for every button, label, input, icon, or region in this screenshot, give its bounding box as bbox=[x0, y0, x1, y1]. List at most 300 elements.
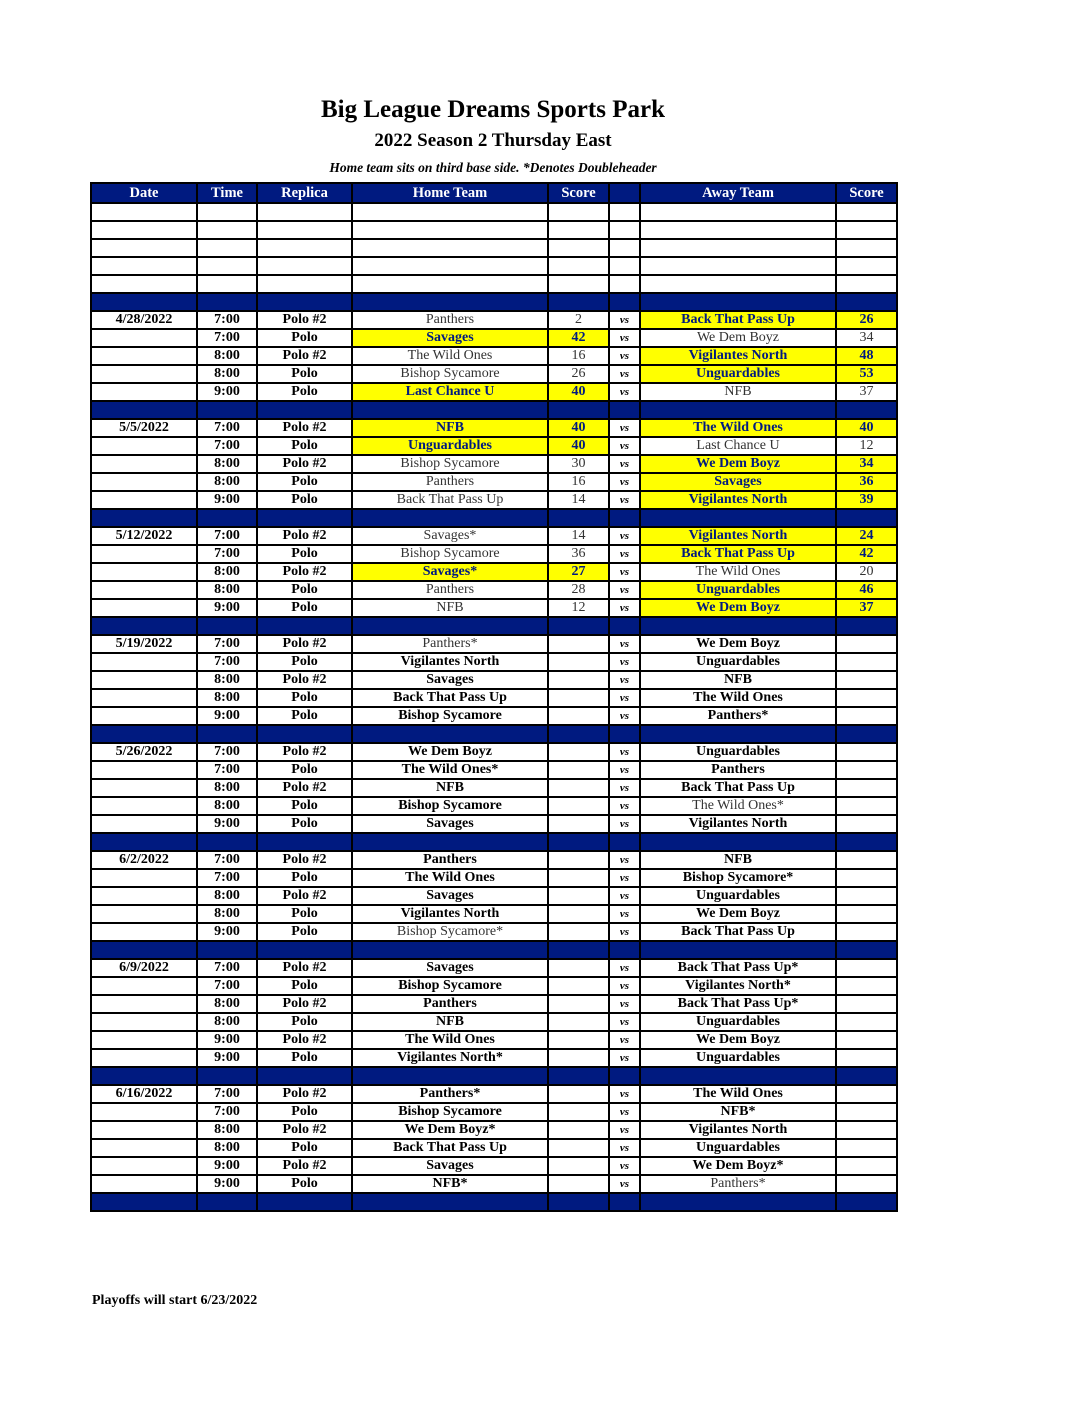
time-cell: 7:00 bbox=[197, 437, 257, 455]
separator-cell bbox=[836, 401, 897, 419]
away-team-cell: We Dem Boyz bbox=[640, 455, 836, 473]
home-score-cell bbox=[548, 869, 609, 887]
week-separator-row bbox=[91, 725, 897, 743]
vs-cell: vs bbox=[609, 383, 640, 401]
vs-cell: vs bbox=[609, 545, 640, 563]
home-score-cell bbox=[548, 1103, 609, 1121]
separator-cell bbox=[640, 617, 836, 635]
home-score-cell: 36 bbox=[548, 545, 609, 563]
away-team-cell: NFB bbox=[640, 671, 836, 689]
vs-cell: vs bbox=[609, 671, 640, 689]
time-cell: 7:00 bbox=[197, 635, 257, 653]
replica-cell: Polo bbox=[257, 383, 352, 401]
away-score-cell bbox=[836, 815, 897, 833]
separator-cell bbox=[257, 1067, 352, 1085]
away-team-cell: We Dem Boyz* bbox=[640, 1157, 836, 1175]
table-row bbox=[91, 1103, 897, 1121]
home-team-cell: Bishop Sycamore bbox=[352, 797, 548, 815]
time-cell: 8:00 bbox=[197, 1139, 257, 1157]
table-row bbox=[91, 689, 897, 707]
away-team-cell: Vigilantes North bbox=[640, 1121, 836, 1139]
col-header-vs bbox=[609, 183, 640, 203]
separator-cell bbox=[836, 1067, 897, 1085]
replica-cell: Polo bbox=[257, 437, 352, 455]
table-row bbox=[91, 851, 897, 869]
table-row bbox=[91, 329, 897, 347]
time-cell: 7:00 bbox=[197, 761, 257, 779]
blank-cell bbox=[609, 257, 640, 275]
replica-cell: Polo #2 bbox=[257, 311, 352, 329]
time-cell: 8:00 bbox=[197, 779, 257, 797]
week-separator-row bbox=[91, 509, 897, 527]
home-score-cell: 16 bbox=[548, 347, 609, 365]
home-team-cell: Savages* bbox=[352, 563, 548, 581]
home-score-cell bbox=[548, 887, 609, 905]
away-score-cell bbox=[836, 707, 897, 725]
home-score-cell bbox=[548, 959, 609, 977]
separator-cell bbox=[836, 293, 897, 311]
away-score-cell bbox=[836, 1139, 897, 1157]
replica-cell: Polo #2 bbox=[257, 1031, 352, 1049]
date-cell bbox=[91, 455, 197, 473]
separator-cell bbox=[640, 941, 836, 959]
separator-cell bbox=[91, 509, 197, 527]
home-score-cell: 14 bbox=[548, 491, 609, 509]
home-team-cell: Vigilantes North bbox=[352, 653, 548, 671]
date-cell bbox=[91, 761, 197, 779]
blank-cell bbox=[257, 203, 352, 221]
replica-cell: Polo #2 bbox=[257, 671, 352, 689]
separator-cell bbox=[91, 833, 197, 851]
separator-cell bbox=[836, 725, 897, 743]
home-score-cell bbox=[548, 905, 609, 923]
vs-cell: vs bbox=[609, 1103, 640, 1121]
replica-cell: Polo bbox=[257, 869, 352, 887]
blank-cell bbox=[836, 203, 897, 221]
away-score-cell: 37 bbox=[836, 599, 897, 617]
time-cell: 7:00 bbox=[197, 419, 257, 437]
blank-cell bbox=[197, 239, 257, 257]
separator-cell bbox=[197, 1067, 257, 1085]
vs-cell: vs bbox=[609, 635, 640, 653]
table-row bbox=[91, 1085, 897, 1103]
week-separator-row bbox=[91, 941, 897, 959]
table-row bbox=[91, 365, 897, 383]
replica-cell: Polo bbox=[257, 653, 352, 671]
table-row bbox=[91, 869, 897, 887]
week-separator-row bbox=[91, 1067, 897, 1085]
home-score-cell: 27 bbox=[548, 563, 609, 581]
date-cell bbox=[91, 689, 197, 707]
table-row bbox=[91, 1157, 897, 1175]
away-score-cell: 53 bbox=[836, 365, 897, 383]
time-cell: 8:00 bbox=[197, 689, 257, 707]
away-score-cell: 20 bbox=[836, 563, 897, 581]
home-team-cell: Back That Pass Up bbox=[352, 689, 548, 707]
time-cell: 9:00 bbox=[197, 491, 257, 509]
home-team-cell: Bishop Sycamore bbox=[352, 977, 548, 995]
date-cell bbox=[91, 473, 197, 491]
home-team-cell: The Wild Ones bbox=[352, 869, 548, 887]
col-header-away-team: Away Team bbox=[640, 183, 836, 203]
blank-cell bbox=[197, 221, 257, 239]
vs-cell: vs bbox=[609, 743, 640, 761]
separator-cell bbox=[257, 293, 352, 311]
col-header-date: Date bbox=[91, 183, 197, 203]
home-team-cell: NFB* bbox=[352, 1175, 548, 1193]
time-cell: 7:00 bbox=[197, 1103, 257, 1121]
date-cell bbox=[91, 383, 197, 401]
table-row bbox=[91, 383, 897, 401]
separator-cell bbox=[91, 941, 197, 959]
date-cell: 6/16/2022 bbox=[91, 1085, 197, 1103]
home-score-cell bbox=[548, 1031, 609, 1049]
replica-cell: Polo bbox=[257, 905, 352, 923]
vs-cell: vs bbox=[609, 689, 640, 707]
away-team-cell: Unguardables bbox=[640, 1139, 836, 1157]
separator-cell bbox=[257, 725, 352, 743]
time-cell: 7:00 bbox=[197, 527, 257, 545]
blank-cell bbox=[257, 221, 352, 239]
vs-cell: vs bbox=[609, 1049, 640, 1067]
table-row bbox=[91, 437, 897, 455]
replica-cell: Polo #2 bbox=[257, 959, 352, 977]
away-score-cell bbox=[836, 1013, 897, 1031]
replica-cell: Polo bbox=[257, 797, 352, 815]
home-score-cell bbox=[548, 1139, 609, 1157]
time-cell: 8:00 bbox=[197, 995, 257, 1013]
away-score-cell bbox=[836, 1049, 897, 1067]
home-team-cell: Panthers bbox=[352, 851, 548, 869]
away-score-cell bbox=[836, 635, 897, 653]
vs-cell: vs bbox=[609, 563, 640, 581]
blank-cell bbox=[609, 203, 640, 221]
blank-cell bbox=[91, 203, 197, 221]
vs-cell: vs bbox=[609, 1085, 640, 1103]
col-header-time: Time bbox=[197, 183, 257, 203]
time-cell: 7:00 bbox=[197, 869, 257, 887]
vs-cell: vs bbox=[609, 905, 640, 923]
table-row bbox=[91, 1139, 897, 1157]
separator-cell bbox=[609, 509, 640, 527]
replica-cell: Polo bbox=[257, 815, 352, 833]
col-header-home-team: Home Team bbox=[352, 183, 548, 203]
away-team-cell: Unguardables bbox=[640, 1049, 836, 1067]
date-cell: 6/9/2022 bbox=[91, 959, 197, 977]
blank-cell bbox=[197, 257, 257, 275]
replica-cell: Polo #2 bbox=[257, 887, 352, 905]
date-cell bbox=[91, 1049, 197, 1067]
time-cell: 9:00 bbox=[197, 1049, 257, 1067]
separator-cell bbox=[257, 1193, 352, 1211]
home-team-cell: NFB bbox=[352, 599, 548, 617]
date-cell bbox=[91, 437, 197, 455]
blank-cell bbox=[257, 275, 352, 293]
away-team-cell: We Dem Boyz bbox=[640, 635, 836, 653]
separator-cell bbox=[548, 401, 609, 419]
home-team-cell: Savages* bbox=[352, 527, 548, 545]
time-cell: 9:00 bbox=[197, 815, 257, 833]
away-score-cell: 40 bbox=[836, 419, 897, 437]
week-separator-row bbox=[91, 833, 897, 851]
away-team-cell: The Wild Ones bbox=[640, 689, 836, 707]
date-cell: 4/28/2022 bbox=[91, 311, 197, 329]
schedule-table bbox=[90, 182, 898, 1212]
separator-cell bbox=[640, 725, 836, 743]
table-row bbox=[91, 491, 897, 509]
away-score-cell bbox=[836, 761, 897, 779]
away-score-cell bbox=[836, 1085, 897, 1103]
blank-cell bbox=[91, 239, 197, 257]
replica-cell: Polo bbox=[257, 1103, 352, 1121]
table-row bbox=[91, 977, 897, 995]
blank-cell bbox=[352, 203, 548, 221]
separator-cell bbox=[836, 941, 897, 959]
blank-cell bbox=[548, 203, 609, 221]
home-score-cell bbox=[548, 1013, 609, 1031]
date-cell bbox=[91, 905, 197, 923]
date-cell bbox=[91, 1157, 197, 1175]
separator-cell bbox=[609, 293, 640, 311]
vs-cell: vs bbox=[609, 959, 640, 977]
away-score-cell bbox=[836, 1157, 897, 1175]
table-row bbox=[91, 959, 897, 977]
table-row bbox=[91, 995, 897, 1013]
blank-cell bbox=[609, 221, 640, 239]
date-cell bbox=[91, 563, 197, 581]
away-team-cell: Vigilantes North* bbox=[640, 977, 836, 995]
away-score-cell: 39 bbox=[836, 491, 897, 509]
vs-cell: vs bbox=[609, 581, 640, 599]
separator-cell bbox=[197, 293, 257, 311]
separator-cell bbox=[352, 941, 548, 959]
away-team-cell: Back That Pass Up bbox=[640, 545, 836, 563]
separator-cell bbox=[548, 617, 609, 635]
home-team-cell: Panthers bbox=[352, 995, 548, 1013]
separator-cell bbox=[197, 941, 257, 959]
col-header-replica: Replica bbox=[257, 183, 352, 203]
date-cell bbox=[91, 1013, 197, 1031]
week-separator-row bbox=[91, 293, 897, 311]
home-score-cell bbox=[548, 671, 609, 689]
away-team-cell: Panthers bbox=[640, 761, 836, 779]
replica-cell: Polo bbox=[257, 1175, 352, 1193]
home-team-cell: Bishop Sycamore bbox=[352, 365, 548, 383]
schedule-body bbox=[91, 203, 897, 1211]
table-row bbox=[91, 671, 897, 689]
away-team-cell: We Dem Boyz bbox=[640, 599, 836, 617]
vs-cell: vs bbox=[609, 1139, 640, 1157]
away-score-cell bbox=[836, 851, 897, 869]
separator-cell bbox=[609, 941, 640, 959]
home-team-cell: Back That Pass Up bbox=[352, 1139, 548, 1157]
separator-cell bbox=[91, 1193, 197, 1211]
home-team-cell: Savages bbox=[352, 1157, 548, 1175]
home-team-cell: Savages bbox=[352, 887, 548, 905]
away-team-cell: Vigilantes North bbox=[640, 491, 836, 509]
separator-cell bbox=[257, 509, 352, 527]
blank-cell bbox=[640, 257, 836, 275]
home-team-cell: Savages bbox=[352, 815, 548, 833]
table-row bbox=[91, 905, 897, 923]
date-cell bbox=[91, 977, 197, 995]
time-cell: 8:00 bbox=[197, 347, 257, 365]
separator-cell bbox=[836, 509, 897, 527]
separator-cell bbox=[836, 833, 897, 851]
away-score-cell: 26 bbox=[836, 311, 897, 329]
away-team-cell: We Dem Boyz bbox=[640, 1031, 836, 1049]
table-row bbox=[91, 581, 897, 599]
blank-cell bbox=[640, 221, 836, 239]
away-score-cell: 12 bbox=[836, 437, 897, 455]
table-row bbox=[91, 545, 897, 563]
separator-cell bbox=[197, 1193, 257, 1211]
vs-cell: vs bbox=[609, 1031, 640, 1049]
season-subtitle: 2022 Season 2 Thursday East bbox=[374, 130, 612, 151]
away-score-cell bbox=[836, 1175, 897, 1193]
vs-cell: vs bbox=[609, 995, 640, 1013]
date-cell bbox=[91, 797, 197, 815]
date-cell bbox=[91, 671, 197, 689]
separator-cell bbox=[91, 293, 197, 311]
vs-cell: vs bbox=[609, 329, 640, 347]
table-row bbox=[91, 923, 897, 941]
vs-cell: vs bbox=[609, 455, 640, 473]
separator-cell bbox=[91, 617, 197, 635]
home-score-cell bbox=[548, 923, 609, 941]
time-cell: 8:00 bbox=[197, 581, 257, 599]
away-score-cell: 34 bbox=[836, 455, 897, 473]
table-row bbox=[91, 1121, 897, 1139]
vs-cell: vs bbox=[609, 869, 640, 887]
col-header-home-score: Score bbox=[548, 183, 609, 203]
blank-cell bbox=[91, 257, 197, 275]
away-score-cell bbox=[836, 905, 897, 923]
date-cell: 5/5/2022 bbox=[91, 419, 197, 437]
table-row bbox=[91, 707, 897, 725]
separator-cell bbox=[640, 293, 836, 311]
away-team-cell: Savages bbox=[640, 473, 836, 491]
away-team-cell: Bishop Sycamore* bbox=[640, 869, 836, 887]
time-cell: 9:00 bbox=[197, 1175, 257, 1193]
home-team-cell: NFB bbox=[352, 1013, 548, 1031]
home-team-cell: Back That Pass Up bbox=[352, 491, 548, 509]
separator-cell bbox=[609, 1067, 640, 1085]
date-cell bbox=[91, 653, 197, 671]
time-cell: 7:00 bbox=[197, 851, 257, 869]
separator-cell bbox=[836, 1193, 897, 1211]
replica-cell: Polo bbox=[257, 1013, 352, 1031]
vs-cell: vs bbox=[609, 797, 640, 815]
away-team-cell: The Wild Ones bbox=[640, 419, 836, 437]
table-row bbox=[91, 563, 897, 581]
table-row bbox=[91, 797, 897, 815]
home-team-cell: Savages bbox=[352, 959, 548, 977]
home-score-cell bbox=[548, 851, 609, 869]
home-score-cell bbox=[548, 995, 609, 1013]
separator-cell bbox=[609, 725, 640, 743]
date-cell bbox=[91, 491, 197, 509]
date-cell bbox=[91, 779, 197, 797]
home-score-cell bbox=[548, 689, 609, 707]
date-cell bbox=[91, 1031, 197, 1049]
separator-cell bbox=[548, 1067, 609, 1085]
away-team-cell: NFB* bbox=[640, 1103, 836, 1121]
home-score-cell: 16 bbox=[548, 473, 609, 491]
blank-cell bbox=[197, 275, 257, 293]
away-team-cell: The Wild Ones bbox=[640, 563, 836, 581]
home-team-cell: Bishop Sycamore* bbox=[352, 923, 548, 941]
date-cell bbox=[91, 545, 197, 563]
home-score-cell: 40 bbox=[548, 383, 609, 401]
blank-cell bbox=[836, 221, 897, 239]
replica-cell: Polo bbox=[257, 365, 352, 383]
away-score-cell bbox=[836, 1121, 897, 1139]
home-team-note: Home team sits on third base side. *Denotes Doubleheader bbox=[329, 160, 657, 175]
blank-cell bbox=[352, 239, 548, 257]
home-score-cell: 28 bbox=[548, 581, 609, 599]
separator-cell bbox=[640, 1193, 836, 1211]
blank-cell bbox=[352, 257, 548, 275]
replica-cell: Polo #2 bbox=[257, 635, 352, 653]
time-cell: 7:00 bbox=[197, 1085, 257, 1103]
vs-cell: vs bbox=[609, 761, 640, 779]
time-cell: 9:00 bbox=[197, 1031, 257, 1049]
blank-cell bbox=[257, 239, 352, 257]
separator-cell bbox=[640, 509, 836, 527]
away-team-cell: Back That Pass Up bbox=[640, 779, 836, 797]
replica-cell: Polo bbox=[257, 689, 352, 707]
replica-cell: Polo #2 bbox=[257, 1157, 352, 1175]
page-title: Big League Dreams Sports Park bbox=[321, 96, 665, 123]
week-separator-row bbox=[91, 1193, 897, 1211]
table-row bbox=[91, 635, 897, 653]
home-score-cell: 30 bbox=[548, 455, 609, 473]
time-cell: 8:00 bbox=[197, 365, 257, 383]
separator-cell bbox=[197, 725, 257, 743]
away-score-cell: 34 bbox=[836, 329, 897, 347]
home-team-cell: Bishop Sycamore bbox=[352, 455, 548, 473]
home-team-cell: Unguardables bbox=[352, 437, 548, 455]
separator-cell bbox=[352, 617, 548, 635]
vs-cell: vs bbox=[609, 1175, 640, 1193]
away-score-cell: 36 bbox=[836, 473, 897, 491]
away-score-cell bbox=[836, 995, 897, 1013]
col-header-away-score: Score bbox=[836, 183, 897, 203]
home-score-cell bbox=[548, 1085, 609, 1103]
blank-cell bbox=[836, 275, 897, 293]
separator-cell bbox=[197, 509, 257, 527]
vs-cell: vs bbox=[609, 1157, 640, 1175]
away-team-cell: Vigilantes North bbox=[640, 815, 836, 833]
time-cell: 9:00 bbox=[197, 599, 257, 617]
replica-cell: Polo bbox=[257, 707, 352, 725]
separator-cell bbox=[352, 1193, 548, 1211]
away-score-cell: 37 bbox=[836, 383, 897, 401]
separator-cell bbox=[352, 509, 548, 527]
home-score-cell: 42 bbox=[548, 329, 609, 347]
table-row bbox=[91, 761, 897, 779]
separator-cell bbox=[640, 1067, 836, 1085]
vs-cell: vs bbox=[609, 473, 640, 491]
away-score-cell bbox=[836, 671, 897, 689]
home-score-cell bbox=[548, 761, 609, 779]
date-cell: 5/19/2022 bbox=[91, 635, 197, 653]
vs-cell: vs bbox=[609, 977, 640, 995]
time-cell: 8:00 bbox=[197, 671, 257, 689]
home-score-cell bbox=[548, 1121, 609, 1139]
home-score-cell bbox=[548, 653, 609, 671]
